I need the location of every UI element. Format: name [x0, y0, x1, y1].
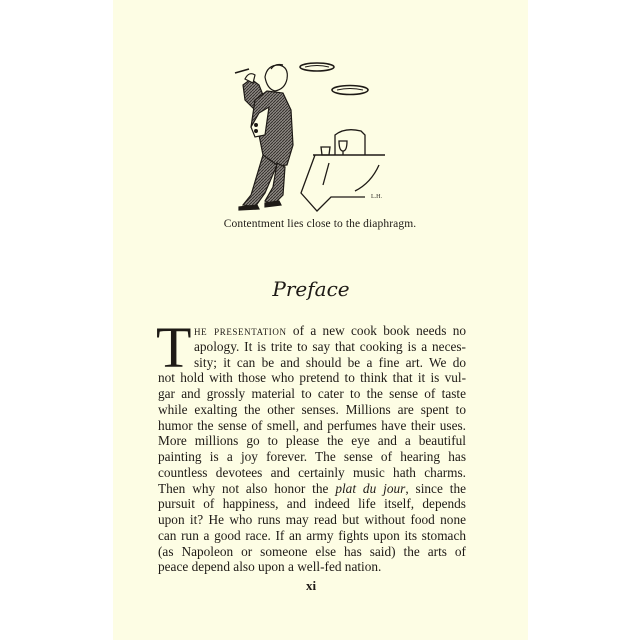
- illustration-caption: Contentment lies close to the diaphragm.: [223, 218, 417, 230]
- text-line: (as Napoleon or someone else has said) the arts of: [158, 543, 466, 559]
- text-line: Then why not also honor the plat du jour, since the: [158, 480, 467, 496]
- drop-cap: T: [156, 315, 192, 380]
- text-line: sity; it can be and should be a fine art. We do: [194, 354, 466, 370]
- man-with-cigar-illustration: [225, 55, 395, 215]
- smoke-ring-icon: [300, 63, 368, 95]
- page-title: Preface: [272, 277, 350, 301]
- text-line: he presentation of a new cook book needs no: [194, 323, 466, 338]
- text-line: peace depend also upon a well-fed nation.: [158, 559, 382, 575]
- text-line: can run a good race. If an army fights upon its stomach: [158, 527, 466, 543]
- text-line: gar and grossly material to cater to the sense of taste: [158, 386, 466, 401]
- text-line: pursuit of happiness, and indeed life itself, depends: [158, 496, 466, 512]
- artist-signature: L.H.: [371, 194, 382, 200]
- italic-phrase: plat du jour: [335, 480, 406, 496]
- lead-smallcaps: he presentation: [194, 323, 287, 338]
- page-number: xi: [305, 578, 317, 593]
- text-line: apology. It is trite to say that cooking is a neces-: [194, 338, 466, 354]
- man-figure: [235, 65, 293, 211]
- text-line: countless devotees and certainly music hath charms.: [158, 464, 466, 480]
- preface-paragraph: [156, 315, 467, 575]
- text-line: upon it? He who runs may read but without food none: [158, 512, 466, 527]
- text-line: More millions go to please the eye and a beautiful: [158, 433, 466, 449]
- text-line: painting is a joy forever. The sense of hearing has: [158, 449, 466, 464]
- text-line: not hold with those who pretend to think that it is vul-: [158, 370, 466, 386]
- text-line: humor the sense of smell, and perfumes have their uses.: [158, 417, 466, 433]
- text-line: while exalting the other senses. Millions are spent to: [158, 401, 466, 417]
